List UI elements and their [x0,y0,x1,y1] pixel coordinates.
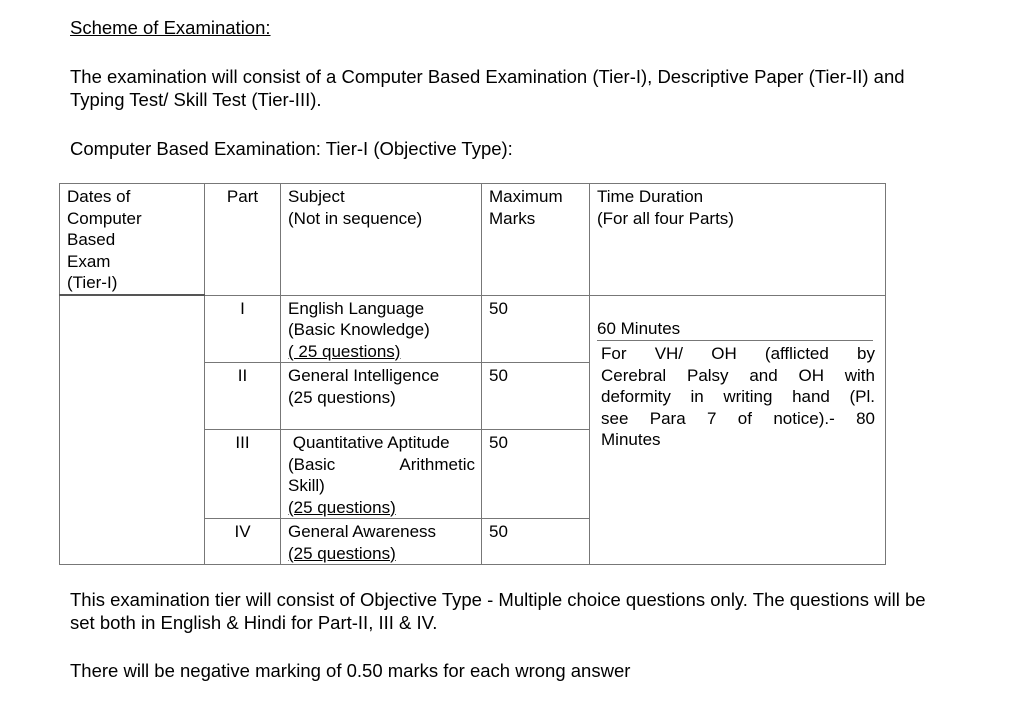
header-part: Part [205,184,281,296]
subject-line: General Awareness [288,522,437,541]
marks-cell: 50 [482,519,590,565]
header-subject-line: Subject [288,187,345,206]
intro-paragraph: The examination will consist of a Computer Based Examination (Tier-I), Descriptive Paper (Tier-II) and Typing Test/ Skill Test (Tier-III). [70,66,905,110]
duration-note-line: Minutes [601,430,661,449]
dates-cell [60,295,205,565]
subject-cell [281,430,482,519]
subject-line: Quantitative Aptitude [288,433,450,452]
section-subheading: Computer Based Examination: Tier-I (Objective Type): [70,138,513,159]
part-cell: III [205,430,281,519]
marks-cell: 50 [482,430,590,519]
duration-main: 60 Minutes [597,318,873,342]
subject-line: General Intelligence [288,366,440,385]
header-subject-line: (Not in sequence) [288,208,423,228]
duration-note-line: deformity in writing hand (Pl. [601,387,875,406]
subject-line: English Language [288,298,425,318]
exam-scheme-table [59,183,886,565]
header-duration [590,184,886,296]
page-heading: Scheme of Examination: [70,17,271,38]
subject-line: (Basic Knowledge) [288,320,430,339]
header-dates [60,184,205,296]
header-duration-line: Time Duration [597,187,704,206]
subject-line: (25 questions) [288,387,396,407]
duration-cell [590,295,886,565]
header-dates-line: Computer [67,208,142,228]
duration-note [597,341,879,451]
part-cell: I [205,295,281,363]
header-dates-line: Exam [67,251,111,271]
duration-note-line: see Para 7 of notice).- 80 [601,408,875,428]
header-marks-line: Marks [489,208,536,228]
header-dates-line: Dates of [67,187,131,206]
header-marks-line: Maximum [489,187,563,206]
marks-cell: 50 [482,363,590,430]
subject-cell [281,363,482,430]
marks-cell: 50 [482,295,590,363]
subject-line: ( 25 questions) [288,341,401,361]
duration-note-line: Cerebral Palsy and OH with [601,365,875,385]
header-subject [281,184,482,296]
header-duration-line: (For all four Parts) [597,208,734,228]
objective-type-note: This examination tier will consist of Objective Type - Multiple choice questions only. The questions will be set both in English & Hindi for Part-II, III & IV. [70,589,926,633]
header-marks [482,184,590,296]
duration-note-line: For VH/ OH (afflicted by [601,344,875,363]
header-dates-line: Based [67,230,116,249]
negative-marking-note: There will be negative marking of 0.50 marks for each wrong answer [70,660,631,681]
subject-line: Skill) [288,476,325,495]
subject-line: (Basic Arithmetic [288,454,475,474]
subject-line: (25 questions) [288,497,396,517]
table-row [60,295,886,363]
subject-line: (25 questions) [288,543,396,563]
part-cell: II [205,363,281,430]
header-dates-line: (Tier-I) [67,273,118,292]
subject-cell [281,519,482,565]
subject-cell [281,295,482,363]
table-header-row [60,184,886,296]
part-cell: IV [205,519,281,565]
